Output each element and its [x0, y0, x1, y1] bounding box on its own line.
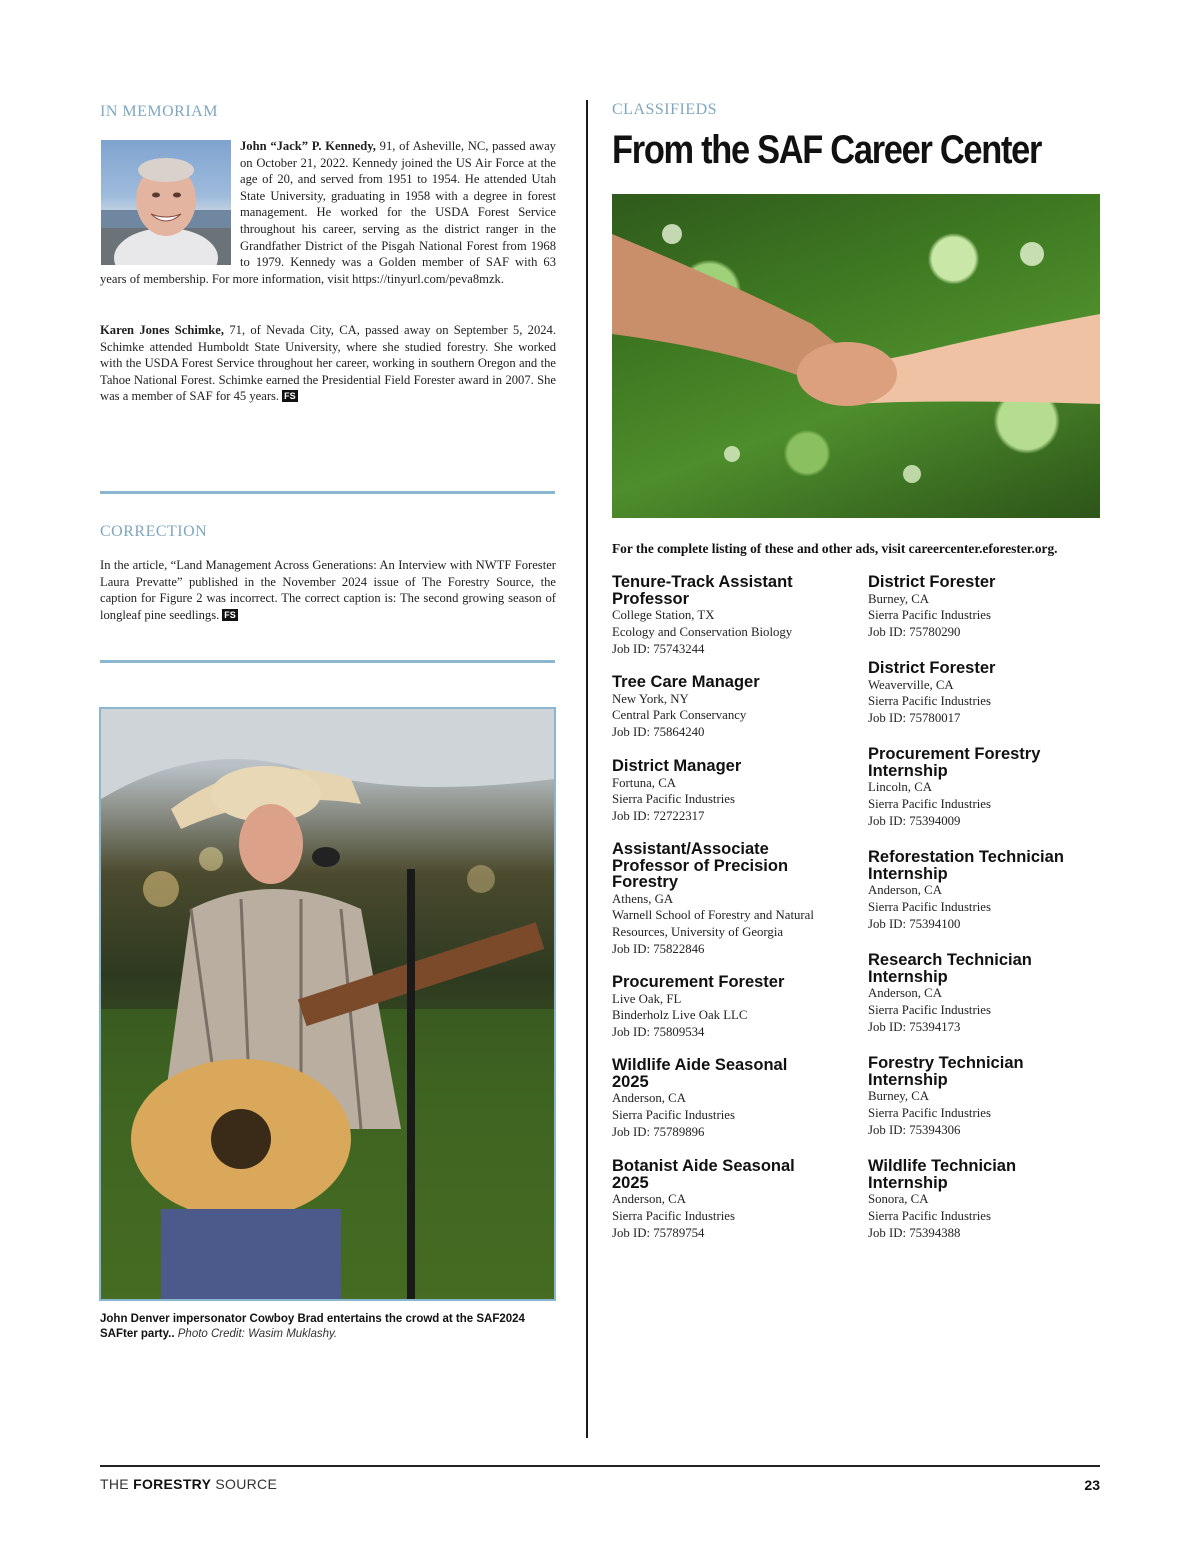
- column-divider: [586, 100, 588, 1438]
- job-id: Job ID: 75780290: [868, 625, 961, 640]
- job-employer: Sierra Pacific Industries: [868, 1105, 991, 1120]
- job-title: District Manager: [612, 757, 742, 775]
- job-listing: [612, 674, 852, 741]
- job-employer: Sierra Pacific Industries: [612, 792, 735, 807]
- job-id: Job ID: 75809534: [612, 1025, 705, 1040]
- job-employer: Binderholz Live Oak LLC: [612, 1008, 748, 1023]
- pub-forestry: FORESTRY: [133, 1476, 212, 1492]
- job-location: Anderson, CA: [612, 1192, 686, 1206]
- correction-text: In the article, “Land Management Across Generations: An Interview with NWTF Forester Laura Prevatte” published in the November 2024 issue of The Forestry Source, the caption for Figure 2 was incorrect. The correct caption is: The second growing season of longleaf pine seedlings.: [100, 558, 556, 622]
- job-location: New York, NY: [612, 691, 689, 706]
- classifieds-intro: For the complete listing of these and other ads, visit careercenter.eforester.org.: [612, 541, 1058, 556]
- job-employer: Sierra Pacific Industries: [868, 1208, 991, 1223]
- correction-heading: CORRECTION: [100, 523, 208, 540]
- job-title: Forestry Technician Internship: [868, 1054, 1024, 1089]
- job-id: Job ID: 75789754: [612, 1225, 705, 1240]
- job-employer: Sierra Pacific Industries: [868, 1002, 991, 1017]
- classifieds-heading: CLASSIFIEDS: [612, 101, 718, 118]
- job-title: Research Technician Internship: [868, 951, 1032, 986]
- handshake-illustration: [612, 194, 1100, 518]
- job-id: Job ID: 75394388: [868, 1225, 961, 1240]
- job-listing: [612, 841, 837, 958]
- job-title: District Forester: [868, 659, 996, 677]
- job-location: Anderson, CA: [868, 986, 942, 1000]
- job-listing: [868, 849, 1093, 932]
- correction-text-block: [100, 557, 556, 623]
- job-title: Wildlife Technician Internship: [868, 1157, 1017, 1192]
- job-location: Lincoln, CA: [868, 780, 932, 794]
- job-listing: [868, 574, 1108, 641]
- job-listing: [612, 1057, 827, 1140]
- job-id: Job ID: 75743244: [612, 641, 705, 656]
- section-divider: [100, 491, 555, 494]
- job-id: Job ID: 75394100: [868, 916, 961, 931]
- kennedy-text: 91, of Asheville, NC, passed away on October 21, 2022. Kennedy joined the US Air Force at the age of 20, and served from 1951 to 1954. He attended Utah State University, graduating in 1958 with a degree in forest management. He worked for the USDA Forest Service throughout his career, serving as the district ranger in the Grandfather District of the Pisgah National Forest from 1968 to 1979. Kennedy was a Golden member of SAF with 63 years of membership. For more information, visit https://tinyurl.com/peva8mzk.: [100, 139, 556, 286]
- job-title: Tree Care Manager: [612, 673, 760, 691]
- job-location: Sonora, CA: [868, 1192, 929, 1206]
- job-location: Burney, CA: [868, 591, 930, 606]
- cowboy-brad-photo: [99, 707, 556, 1301]
- job-title: Wildlife Aide Seasonal 2025: [612, 1056, 788, 1091]
- job-title: Reforestation Technician Internship: [868, 848, 1064, 883]
- job-location: Anderson, CA: [612, 1091, 686, 1105]
- job-location: Athens, GA: [612, 891, 674, 906]
- publication-name: [100, 1476, 277, 1492]
- job-listing: [868, 746, 1068, 829]
- job-employer: Central Park Conservancy: [612, 708, 747, 723]
- job-listing: [868, 1055, 1063, 1138]
- caption-main: John Denver impersonator Cowboy Brad entertains the crowd at the SAF2024 SAFter party..: [100, 1313, 525, 1340]
- job-id: Job ID: 75864240: [612, 725, 705, 740]
- photo-caption: [100, 1312, 550, 1342]
- schimke-obituary: [100, 322, 556, 405]
- job-listing: [612, 758, 852, 825]
- job-id: Job ID: 75394173: [868, 1019, 961, 1034]
- fs-end-badge: FS: [224, 609, 236, 620]
- page-number: 23: [1084, 1477, 1100, 1493]
- job-listing: [612, 1158, 827, 1241]
- job-employer: Sierra Pacific Industries: [868, 899, 991, 914]
- memoriam-heading: IN MEMORIAM: [100, 103, 218, 120]
- job-employer: Sierra Pacific Industries: [868, 608, 991, 623]
- job-listing: [612, 974, 852, 1041]
- fs-end-badge: FS: [284, 391, 296, 402]
- job-employer: Warnell School of Forestry and Natural Resources, University of Georgia: [612, 908, 814, 940]
- section-divider: [100, 660, 555, 663]
- job-listing: [868, 660, 1108, 727]
- pub-the: THE: [100, 1476, 134, 1492]
- job-title: Botanist Aide Seasonal 2025: [612, 1157, 795, 1192]
- handshake-photo: [612, 194, 1100, 518]
- job-location: Anderson, CA: [868, 883, 942, 897]
- job-id: Job ID: 75789896: [612, 1124, 705, 1139]
- job-title: Procurement Forestry Internship: [868, 745, 1041, 780]
- job-employer: Sierra Pacific Industries: [868, 796, 991, 811]
- job-listing: [868, 1158, 1063, 1241]
- job-listing: [868, 952, 1063, 1035]
- footer-rule: [100, 1465, 1100, 1467]
- pub-source: SOURCE: [211, 1476, 278, 1492]
- job-title: Procurement Forester: [612, 973, 785, 991]
- job-id: Job ID: 75822846: [612, 941, 705, 956]
- job-location: Weaverville, CA: [868, 677, 954, 692]
- job-employer: Sierra Pacific Industries: [612, 1107, 735, 1122]
- caption-credit: Photo Credit: Wasim Muklashy.: [174, 1328, 338, 1340]
- job-employer: Ecology and Conservation Biology: [612, 624, 793, 639]
- job-title: Tenure-Track Assistant Professor: [612, 573, 793, 608]
- job-listing: [612, 574, 852, 657]
- kennedy-obituary: [100, 138, 556, 287]
- job-location: College Station, TX: [612, 608, 715, 622]
- job-id: Job ID: 75780017: [868, 711, 961, 726]
- job-employer: Sierra Pacific Industries: [868, 694, 991, 709]
- career-center-title: From the SAF Career Center: [612, 128, 1042, 172]
- job-title: District Forester: [868, 573, 996, 591]
- job-employer: Sierra Pacific Industries: [612, 1208, 735, 1223]
- job-title: Assistant/Associate Professor of Precision Forestry: [612, 840, 789, 891]
- job-id: Job ID: 75394009: [868, 813, 961, 828]
- performer-illustration: [101, 709, 554, 1299]
- job-id: Job ID: 72722317: [612, 809, 705, 824]
- kennedy-name: John “Jack” P. Kennedy,: [240, 139, 376, 153]
- job-location: Live Oak, FL: [612, 991, 682, 1006]
- job-id: Job ID: 75394306: [868, 1122, 961, 1137]
- job-location: Burney, CA: [868, 1089, 930, 1103]
- schimke-name: Karen Jones Schimke,: [100, 323, 225, 337]
- job-location: Fortuna, CA: [612, 775, 676, 790]
- schimke-text: 71, of Nevada City, CA, passed away on September 5, 2024. Schimke attended Humboldt State University, where she studied forestry. She worked with the USDA Forest Service throughout her career, working in southern Oregon and the Tahoe National Forest. Schimke earned the Presidential Field Forester award in 2007. She was a member of SAF for 45 years.: [100, 323, 557, 404]
